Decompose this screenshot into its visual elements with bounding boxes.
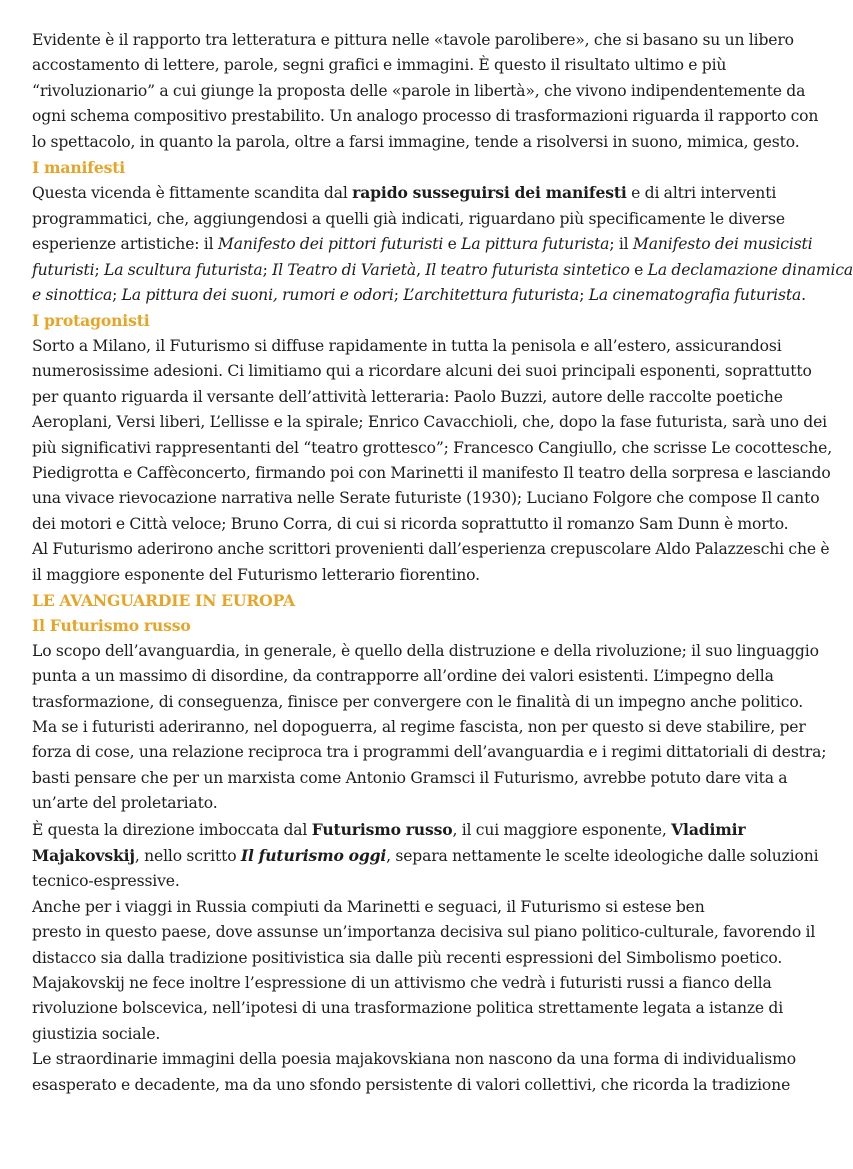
italic-title: La pittura dei suoni, rumori e odori — [121, 286, 394, 305]
text-line: Lo scopo dell’avanguardia, in generale, è quello della distruzione e della rivoluzione; il suo linguaggio — [32, 641, 819, 660]
italic-title: La declamazione dinamica — [647, 260, 853, 279]
text-line: distacco sia dalla tradizione positivistica sia dalle più recenti espressioni del Simbolismo poetico. — [32, 948, 783, 967]
text-line: Anche per i viaggi in Russia compiuti da Marinetti e seguaci, il Futurismo si estese ben — [32, 897, 705, 916]
text-line: basti pensare che per un marxista come Antonio Gramsci il Futurismo, avrebbe potuto dare vita a — [32, 768, 788, 787]
italic-title: La pittura futurista — [461, 235, 610, 254]
text-line: punta a un massimo di disordine, da contrapporre all’ordine dei valori esistenti. L’impegno della — [32, 667, 774, 686]
text-line: Sorto a Milano, il Futurismo si diffuse rapidamente in tutta la penisola e all’estero, assicurandosi — [32, 336, 782, 355]
heading-futurismo-russo: Il Futurismo russo — [32, 616, 191, 636]
text-line: un’arte del proletariato. — [32, 794, 218, 813]
text-line: esasperato e decadente, ma da uno sfondo persistente di valori collettivi, che ricorda la tradizione — [32, 1075, 791, 1094]
text-line: Ma se i futuristi aderiranno, nel dopoguerra, al regime fascista, non per questo si deve stabilire, per — [32, 717, 806, 736]
text-line: Majakovskij, nello scritto Il futurismo oggi, separa nettamente le scelte ideologiche dalle soluzioni — [32, 846, 819, 865]
text-line: forza di cose, una relazione reciproca tra i programmi dell’avanguardia e i regimi dittatoriali di destra; — [32, 743, 827, 762]
text-line: Piedigrotta e Caffèconcerto, firmando poi con Marinetti il manifesto Il teatro della sorpresa e lasciando — [32, 463, 831, 482]
italic-title: L’architettura futurista — [403, 286, 580, 305]
text-line: Al Futurismo aderirono anche scrittori provenienti dall’esperienza crepuscolare Aldo Palazzeschi che è — [32, 540, 830, 559]
text-line: numerosissime adesioni. Ci limitiamo qui a ricordare alcuni dei suoi principali esponenti, soprattutto — [32, 362, 812, 381]
text-line: Questa vicenda è fittamente scandita dal rapido susseguirsi dei manifesti e di altri interventi — [32, 183, 777, 203]
text-line: È questa la direzione imboccata dal Futurismo russo, il cui maggiore esponente, Vladimir — [32, 819, 746, 839]
italic-title: Il Teatro di Varietà — [272, 260, 417, 279]
text-line: ogni schema compositivo prestabilito. Un analogo processo di trasformazioni riguarda il rapporto con — [32, 107, 819, 126]
text-line: il maggiore esponente del Futurismo letterario fiorentino. — [32, 565, 480, 584]
bold-text: Futurismo russo — [311, 819, 453, 839]
text-line: più significativi rappresentanti del “teatro grottesco”; Francesco Cangiullo, che scrisse Le cocottesche, — [32, 438, 833, 457]
text-line: lo spettacolo, in quanto la parola, oltre a farsi immagine, tende a risolversi in suono, mimica, gesto. — [32, 132, 800, 151]
bold-text: Vladimir — [671, 819, 746, 839]
text-line: una vivace rievocazione narrativa nelle Serate futuriste (1930); Luciano Folgore che compose Il canto — [32, 489, 820, 508]
heading-avanguardie-europa: LE AVANGUARDIE IN EUROPA — [32, 590, 296, 610]
text-line: esperienze artistiche: il Manifesto dei pittori futuristi e La pittura futurista; il Manifesto dei musicisti — [32, 235, 813, 254]
paragraph-viaggi-russia — [32, 895, 816, 1047]
text-line: Majakovskij ne fece inoltre l’espressione di un attivismo che vedrà i futuristi russi a fianco della — [32, 974, 772, 993]
text-line: tecnico-espressive. — [32, 872, 180, 891]
italic-title: Manifesto dei pittori futuristi — [217, 235, 444, 254]
text-line: per quanto riguarda il versante dell’attività letteraria: Paolo Buzzi, autore delle raccolte poetiche — [32, 387, 783, 406]
text-line: trasformazione, di conseguenza, finisce per convergere con le finalità di un impegno anche politico. — [32, 692, 804, 711]
text-line: Aeroplani, Versi liberi, L’ellisse e la spirale; Enrico Cavacchioli, che, dopo la fase futurista, sarà uno dei — [32, 413, 828, 432]
paragraph-manifesti — [32, 180, 853, 308]
heading-protagonisti: I protagonisti — [32, 311, 150, 331]
text-line: rivoluzione bolscevica, nell’ipotesi di una trasformazione politica strettamente legata a istanze di — [32, 999, 784, 1018]
text-line: “rivoluzionario” a cui giunge la proposta delle «parole in libertà», che vivono indipendentemente da — [32, 81, 806, 100]
italic-title: e sinottica — [32, 286, 113, 305]
text-line: presto in questo paese, dove assunse un’importanza decisiva sul piano politico-culturale, favorendo il — [32, 923, 816, 942]
paragraph-poesia-majakovskiana — [32, 1047, 802, 1098]
italic-title: La scultura futurista — [104, 260, 263, 279]
text-line: programmatici, che, aggiungendosi a quelli già indicati, riguardano più specificamente le diverse — [32, 209, 785, 228]
paragraph-tavole-parolibere — [32, 28, 819, 155]
italic-title: Il teatro futurista sintetico — [425, 260, 630, 279]
text-line: futuristi; La scultura futurista; Il Teatro di Varietà, Il teatro futurista sintetico e La declamazione dinamica — [32, 260, 853, 279]
text-line: Evidente è il rapporto tra letteratura e pittura nelle «tavole parolibere», che si basano su un libero — [32, 31, 794, 49]
italic-title: La cinematografia futurista — [588, 286, 802, 305]
heading-manifesti: I manifesti — [32, 158, 126, 178]
text-line: accostamento di lettere, parole, segni grafici e immagini. È questo il risultato ultimo e più — [32, 56, 727, 75]
text-line: Le straordinarie immagini della poesia majakovskiana non nascono da una forma di individualismo — [32, 1050, 796, 1069]
italic-title: futuristi — [32, 260, 95, 279]
bold-italic-title: Il futurismo oggi — [240, 846, 387, 865]
document-body — [32, 28, 853, 1098]
text-line: e sinottica; La pittura dei suoni, rumori e odori; L’architettura futurista; La cinematografia futurista. — [32, 286, 806, 305]
paragraph-protagonisti — [32, 334, 833, 588]
italic-title: Manifesto dei musicisti — [632, 235, 813, 254]
paragraph-majakovskij — [32, 817, 819, 895]
paragraph-avanguardia — [32, 639, 827, 817]
bold-text: rapido susseguirsi dei manifesti — [352, 183, 627, 203]
text-line: giustizia sociale. — [32, 1024, 161, 1043]
bold-text: Majakovskij — [32, 846, 135, 865]
text-line: dei motori e Città veloce; Bruno Corra, di cui si ricorda soprattutto il romanzo Sam Dunn è morto. — [32, 514, 789, 533]
